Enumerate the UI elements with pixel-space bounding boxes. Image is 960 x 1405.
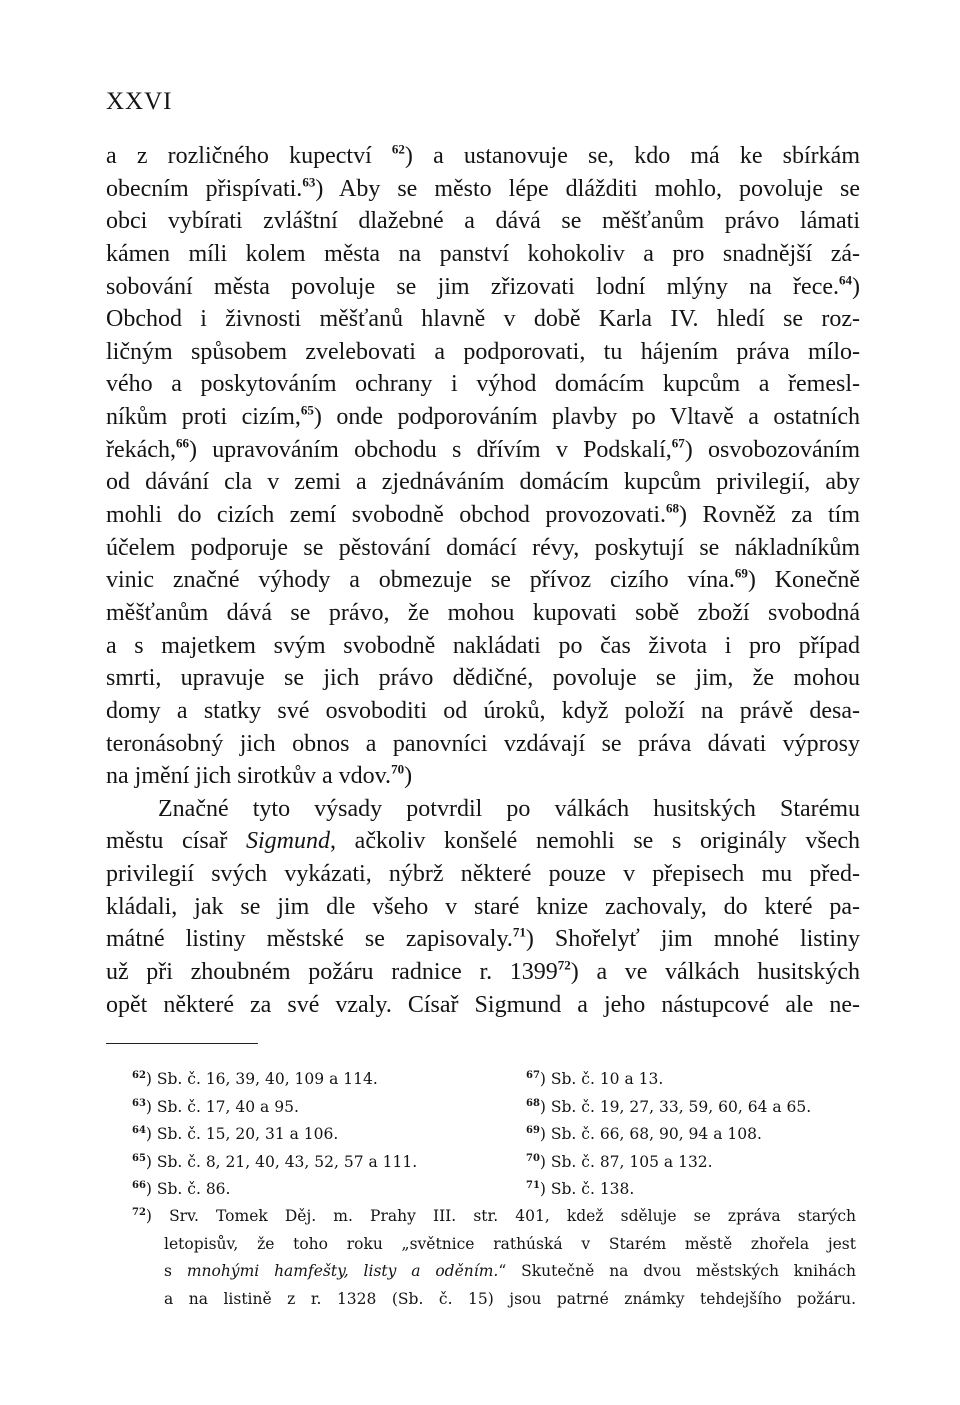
body-text (106, 140, 860, 1021)
text-line: privilegií svých vykázati, nýbrž některé pouze v přepisech mu před- (106, 861, 860, 888)
footnote-row (106, 1094, 860, 1122)
text-line: opět některé za své vzaly. Císař Sigmund a jeho nástupcové ale ne- (106, 991, 860, 1018)
text-line: řekách,$^{66}$) upravováním obchodu s dřívím v Podskalí,$^{67}$) osvobozováním (106, 435, 860, 463)
text-line: měšťanům dává se právo, že mohou kupovati sobě zboží svobodná (106, 599, 860, 626)
text-line: od dávání cla v zemi a zjednáváním domácím kupcům privilegií, aby (106, 469, 860, 496)
text-line: ličným spůsobem zvelebovati a podporovati, tu hájením práva mílo- (106, 338, 860, 365)
text-line: Obchod i živnosti měšťanů hlavně v době Karla IV. hledí se roz- (106, 306, 860, 333)
footnote-71: $^{71}$) Sb. č. 138. (526, 1180, 635, 1198)
footnote-line: s mnohými hamfešty, listy a oděním.“ Skutečně na dvou městských knihách (164, 1262, 856, 1280)
footnote-68: $^{68}$) Sb. č. 19, 27, 33, 59, 60, 64 a 65. (526, 1097, 812, 1116)
footnote-65: $^{65}$) Sb. č. 8, 21, 40, 43, 52, 57 a 111. (132, 1152, 418, 1171)
footnote-70: $^{70}$) Sb. č. 87, 105 a 132. (526, 1152, 713, 1171)
text-line: kámen míli kolem města na panství kohokoliv a pro snadnější zá- (106, 240, 860, 267)
text-line: už při zhoubném požáru radnice r. 1399$^{72}$) a ve válkách husitských (106, 957, 860, 986)
text-line: obci vybírati zvláštní dlažebné a dává se měšťanům právo lámati (106, 208, 860, 235)
footnote-row (106, 1176, 860, 1204)
footnote-row (106, 1149, 860, 1177)
text-line: Značné tyto výsady potvrdil po válkách husitských Starému (158, 795, 860, 822)
text-line: a s majetkem svým svobodně nakládati po čas života i pro případ (106, 632, 860, 659)
text-line: vého a poskytováním ochrany i výhod domácím kupcům a řemesl- (106, 371, 860, 398)
text-line: sobování města povoluje se jim zřizovati lodní mlýny na řece.$^{64}$) (106, 271, 860, 300)
text-line: vinic značné výhody a obmezuje se přívoz cizího vína.$^{69}$) Konečně (106, 565, 861, 594)
footnote-line: letopisův, že toho roku „světnice rathúská v Starém městě zhořela jest (164, 1234, 856, 1253)
footnote-63: $^{63}$) Sb. č. 17, 40 a 95. (132, 1097, 299, 1116)
footnote-divider (106, 1043, 258, 1044)
text-line: kládali, jak se jim dle všeho v staré knize zachovaly, do které pa- (106, 893, 860, 920)
footnote-69: $^{69}$) Sb. č. 66, 68, 90, 94 a 108. (526, 1125, 762, 1143)
text-line: mohli do cizích zemí svobodně obchod provozovati.$^{68}$) Rovněž za tím (106, 500, 860, 529)
footnote-72 (106, 1203, 856, 1313)
footnote-64: $^{64}$) Sb. č. 15, 20, 31 a 106. (132, 1125, 339, 1143)
footnote-line: $^{72}$) Srv. Tomek Děj. m. Prahy III. str. 401, kdež sděluje se zpráva starých (132, 1207, 856, 1225)
footnote-67: $^{67}$) Sb. č. 10 a 13. (526, 1070, 664, 1088)
text-line: obecním přispívati.$^{63}$) Aby se město lépe dlážditi mohlo, povoluje se (106, 173, 860, 202)
page-number: XXVI (106, 88, 173, 115)
footnotes-short (106, 1066, 860, 1204)
text-line: níkům proti cizím,$^{65}$) onde podporováním plavby po Vltavě a ostatních (106, 402, 860, 431)
footnote-row (106, 1066, 860, 1094)
footnote-line: a na listině z r. 1328 (Sb. č. 15) jsou patrné známky tehdejšího požáru. (164, 1289, 856, 1308)
text-line: teronásobný jich obnos a panovníci vzdávají se práva dávati výprosy (106, 730, 860, 757)
text-line: účelem podporuje se pěstování domácí révy, poskytují se nákladníkům (106, 534, 860, 561)
text-line: městu císař Sigmund, ačkoliv konšelé nemohli se s originály všech (106, 828, 860, 855)
text-line: smrti, upravuje se jich právo dědičné, povoluje se jim, že mohou (106, 665, 860, 692)
footnote-62: $^{62}$) Sb. č. 16, 39, 40, 109 a 114. (132, 1070, 378, 1088)
text-line: mátné listiny městské se zapisovaly.$^{71}$) Shořelyť jim mnohé listiny (106, 924, 860, 953)
text-line: a z rozličného kupectví $^{62}$) a ustanovuje se, kdo má ke sbírkám (106, 141, 860, 169)
footnote-row (106, 1121, 860, 1149)
text-line: domy a statky své osvoboditi od úroků, když položí na právě desa- (106, 697, 860, 724)
footnote-66: $^{66}$) Sb. č. 86. (132, 1180, 231, 1198)
text-line: na jmění jich sirotkův a vdov.$^{70}$) (106, 761, 413, 790)
